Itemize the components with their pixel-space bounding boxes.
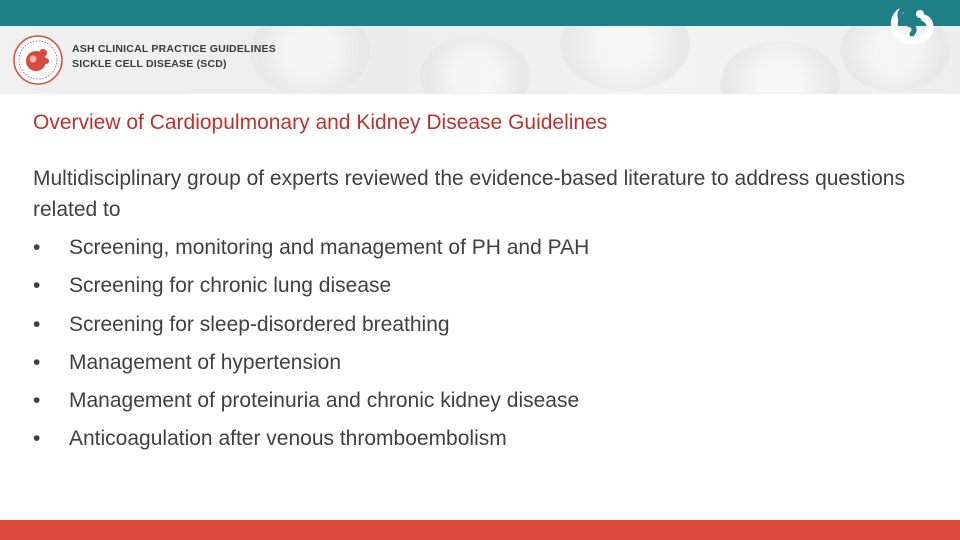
blood-cell-decoration xyxy=(720,41,840,94)
bottom-bar xyxy=(0,520,960,540)
bullet-icon: • xyxy=(33,274,41,298)
ash-corner-logo-icon xyxy=(886,2,938,50)
ash-seal-logo-icon xyxy=(12,34,64,86)
list-item xyxy=(33,420,913,458)
bullet-icon: • xyxy=(33,350,41,374)
list-item-text: Screening for chronic lung disease xyxy=(69,274,392,298)
slide-title: Overview of Cardiopulmonary and Kidney Disease Guidelines xyxy=(33,111,608,134)
brand-title: ASH CLINICAL PRACTICE GUIDELINES xyxy=(72,43,276,55)
list-item xyxy=(33,229,913,267)
list-item-text: Anticoagulation after venous thromboembolism xyxy=(69,427,507,451)
blood-cell-decoration xyxy=(420,36,530,94)
list-item xyxy=(33,267,913,305)
blood-cell-decoration xyxy=(560,26,690,91)
guideline-list xyxy=(33,229,913,459)
brand-subtitle: SICKLE CELL DISEASE (SCD) xyxy=(72,58,227,70)
slide-body xyxy=(33,163,913,459)
bullet-icon: • xyxy=(33,389,41,413)
intro-paragraph: Multidisciplinary group of experts reviewed the evidence-based literature to address questions related to xyxy=(33,167,905,221)
list-item-text: Management of hypertension xyxy=(69,350,342,374)
bullet-icon: • xyxy=(33,236,41,259)
list-item xyxy=(33,382,913,420)
bullet-icon: • xyxy=(33,427,41,451)
list-item xyxy=(33,306,913,344)
list-item-text: Screening for sleep-disordered breathing xyxy=(69,312,450,336)
list-item xyxy=(33,344,913,382)
top-bar xyxy=(0,0,960,26)
list-item-text: Screening, monitoring and management of PH and PAH xyxy=(69,236,590,259)
list-item-text: Management of proteinuria and chronic kidney disease xyxy=(69,389,580,413)
blood-cell-decoration xyxy=(250,26,370,94)
bullet-icon: • xyxy=(33,312,41,336)
